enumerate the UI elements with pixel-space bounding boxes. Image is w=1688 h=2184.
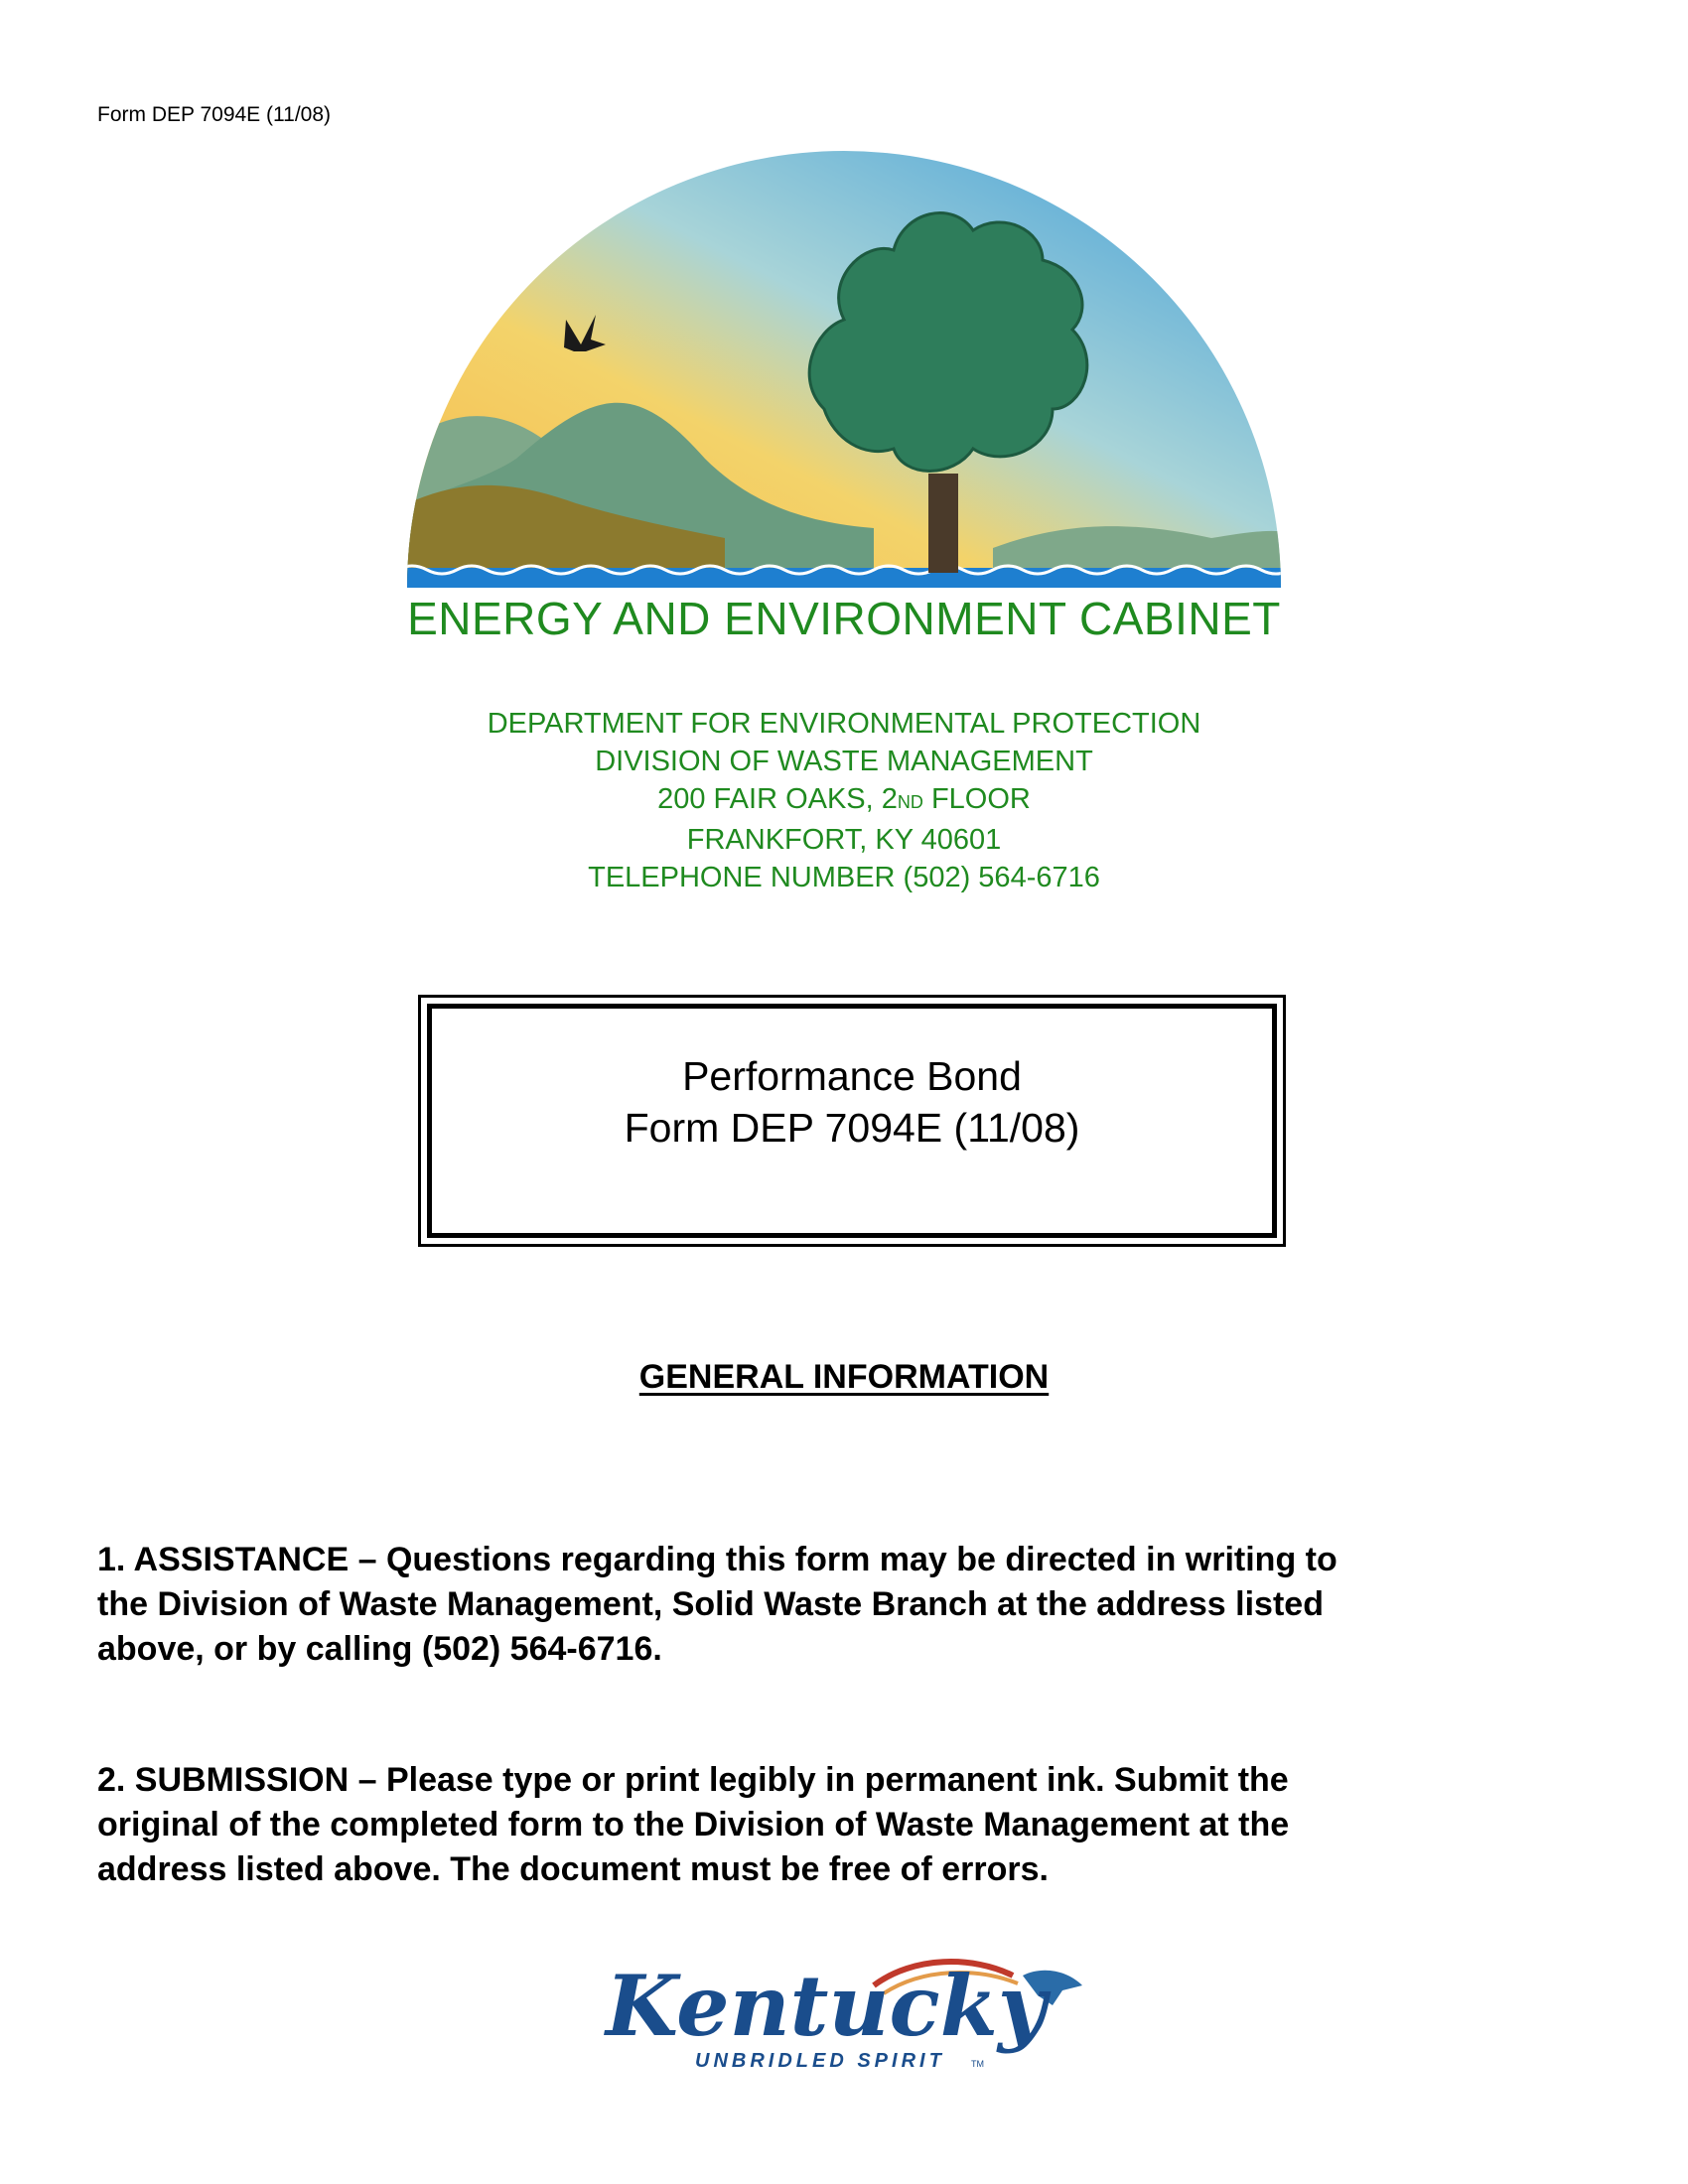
kentucky-unbridled-spirit-logo [586, 1946, 1102, 2085]
cabinet-seal-logo [397, 131, 1291, 588]
telephone-number: TELEPHONE NUMBER (502) 564-6716 [588, 862, 1100, 893]
form-id-header: Form DEP 7094E (11/08) [97, 103, 331, 126]
form-title-box [418, 995, 1286, 1247]
general-information-heading: GENERAL INFORMATION [638, 1358, 1050, 1396]
form-title: Performance Bond [682, 1053, 1022, 1099]
agency-address-block [0, 705, 1688, 896]
cabinet-title: ENERGY AND ENVIRONMENT CABINET [407, 593, 1281, 644]
svg-text:UNBRIDLED SPIRIT: UNBRIDLED SPIRIT [695, 2050, 945, 2072]
svg-text:TM: TM [971, 2059, 984, 2069]
department-name: DEPARTMENT FOR ENVIRONMENTAL PROTECTION [487, 708, 1201, 740]
city-state-zip: FRANKFORT, KY 40601 [686, 824, 1002, 856]
division-name: DIVISION OF WASTE MANAGEMENT [595, 746, 1093, 777]
form-number: Form DEP 7094E (11/08) [624, 1105, 1080, 1151]
submission-paragraph: 2. SUBMISSION – Please type or print legibly in permanent ink. Submit the original of the completed form to the Division of Waste Management at the address listed above. The document must be free of errors. [97, 1761, 1290, 1888]
assistance-paragraph: 1. ASSISTANCE – Questions regarding this form may be directed in writing to the Division of Waste Management, Solid Waste Branch at the address listed above, or by calling (502) 564-6716. [97, 1541, 1337, 1668]
svg-text:Kentucky: Kentucky [606, 1957, 1047, 2055]
street-address: 200 FAIR OAKS, 2ND FLOOR [657, 783, 1031, 815]
